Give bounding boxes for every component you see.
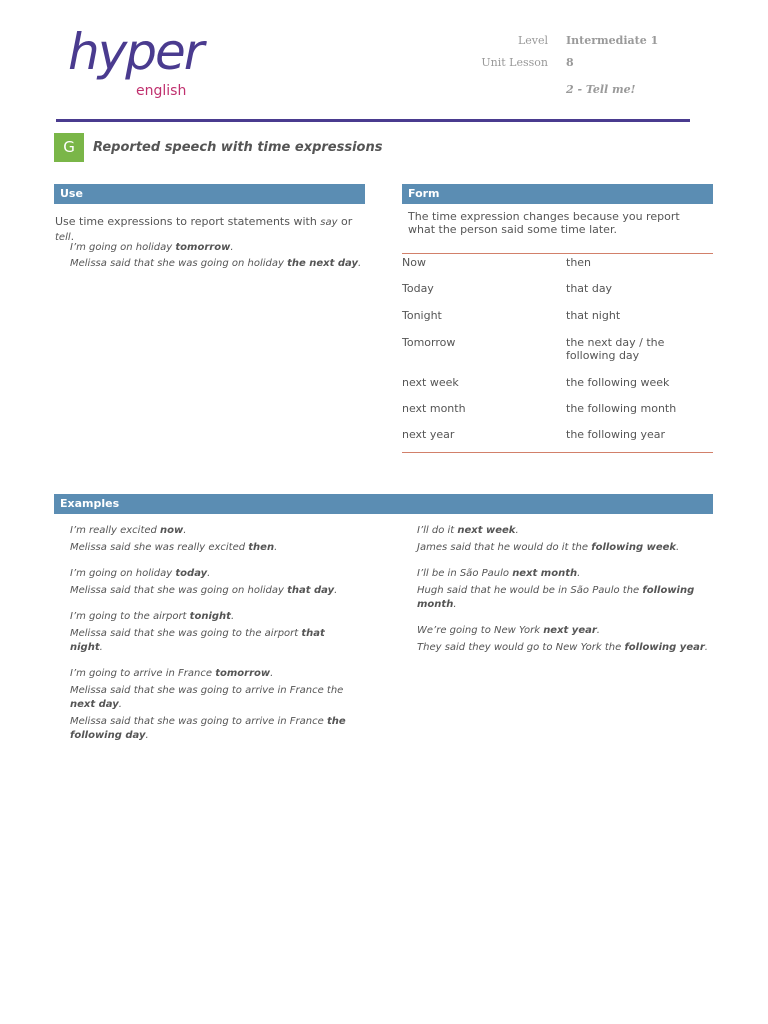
reported-speech [70,257,370,271]
example-text: They said they would go to New York the [417,642,625,653]
direct-speech [70,667,360,681]
time-expression: following week [591,542,677,553]
time-expression: following year [624,642,705,653]
time-expression: tonight [189,611,231,622]
logo-subword: english [136,83,187,99]
example-text: Melissa said that she was going to arrive in France the [70,685,344,696]
direct-speech [70,567,360,581]
example-text: I’m going to arrive in France [70,668,216,679]
example-text: I’m going on holiday [70,568,176,579]
then-expression: the next day / the following day [566,336,665,362]
time-expression: that night [70,628,325,653]
direct-speech [70,241,370,255]
time-expression: next week [457,525,516,536]
example-text: Melissa said that she was going to arrive in France [70,716,327,727]
time-expression: next month [512,568,578,579]
form-header: Form [402,184,713,204]
lesson-value [566,79,716,101]
reported-speech [417,641,717,655]
use-text: Use time expressions to report statements with [55,215,321,228]
example-end: . [118,699,122,710]
then-expression: that day [566,282,613,295]
form-description: The time expression changes because you report what the person said some time later. [408,210,680,236]
example-text: I’m going on holiday [70,242,176,253]
then-expression: the following month [566,402,677,415]
time-expression: the next day [287,258,359,269]
example-text: Hugh said that he would be in São Paulo the [417,585,643,596]
example-text: Melissa said she was really excited [70,542,249,553]
example-end: . [453,599,457,610]
direct-speech [417,624,717,638]
or-word: or [337,215,353,228]
time-expression: next year [543,625,597,636]
example-text: Melissa said that she was going on holiday [70,258,288,269]
then-expression: that night [566,309,621,322]
reported-speech [417,541,717,555]
example-end: . [183,525,187,536]
example-text: I’ll be in São Paulo [417,568,513,579]
unit-lesson-label: Unit Lesson [481,56,548,69]
example-end: . [676,542,680,553]
time-expression: following month [417,585,695,610]
now-expression: Tonight [402,309,442,322]
say-word: say [320,217,338,228]
use-header: Use [54,184,365,204]
now-expression: Now [402,256,426,269]
example-end: . [230,611,235,622]
direct-speech [70,524,360,538]
form-bottom-line [402,452,713,453]
examples-right [417,524,717,655]
time-expression: next day [70,699,119,710]
then-expression: the following week [566,376,670,389]
reported-speech [417,584,717,612]
use-example [70,241,370,271]
meta-values [566,30,716,101]
example-end: . [230,242,234,253]
now-expression: next week [402,376,459,389]
meta-labels [420,30,548,74]
header-rule [56,119,690,122]
example-text: I’m going to the airport [70,611,190,622]
examples-left [70,524,360,743]
time-expression: today [175,568,208,579]
now-expression: Today [402,282,434,295]
reported-speech-alt [70,715,360,743]
example-end: . [358,258,362,269]
reported-speech [70,627,360,655]
hyper-english-logo [68,23,213,104]
then-expression: then [566,256,592,269]
reported-speech [70,541,360,555]
now-expression: next month [402,402,466,415]
example-end: . [145,730,149,741]
direct-speech [417,524,717,538]
use-text-end: . [70,230,75,243]
then-expression: the following year [566,428,666,441]
example-end: . [577,568,581,579]
example-end: . [270,668,274,679]
time-expression: then [248,542,275,553]
tell-word: tell [55,232,71,243]
reported-speech [70,584,360,598]
now-expression: next year [402,428,455,441]
example-end: . [207,568,211,579]
example-end: . [596,625,600,636]
example-text: I’m really excited [70,525,161,536]
example-text: We’re going to New York [417,625,544,636]
level-value: Intermediate 1 [566,34,659,47]
example-text: Melissa said that she was going to the airport [70,628,302,639]
section-title: Reported speech with time expressions [93,140,383,155]
now-expression: Tomorrow [402,336,456,349]
logo-word: hyper [68,23,203,81]
example-text: I’ll do it [417,525,458,536]
direct-speech [70,610,360,624]
time-expression: now [160,525,184,536]
form-top-line [402,253,713,254]
example-text: Melissa said that she was going on holiday [70,585,288,596]
lesson-number: 2 - [566,83,586,96]
example-end: . [99,642,103,653]
grammar-badge: G [54,133,84,162]
example-end: . [704,642,708,653]
time-expression: tomorrow [215,668,271,679]
level-label: Level [517,34,548,47]
time-expression: the following day [70,716,346,741]
example-end: . [515,525,519,536]
time-expression: tomorrow [175,242,231,253]
lesson-title: Tell me! [585,83,636,96]
direct-speech [417,567,717,581]
reported-speech [70,684,360,712]
example-text: James said that he would do it the [417,542,592,553]
time-expression: that day [287,585,335,596]
examples-header: Examples [54,494,713,514]
unit-value: 8 [566,56,574,69]
example-end: . [334,585,338,596]
example-end: . [274,542,278,553]
